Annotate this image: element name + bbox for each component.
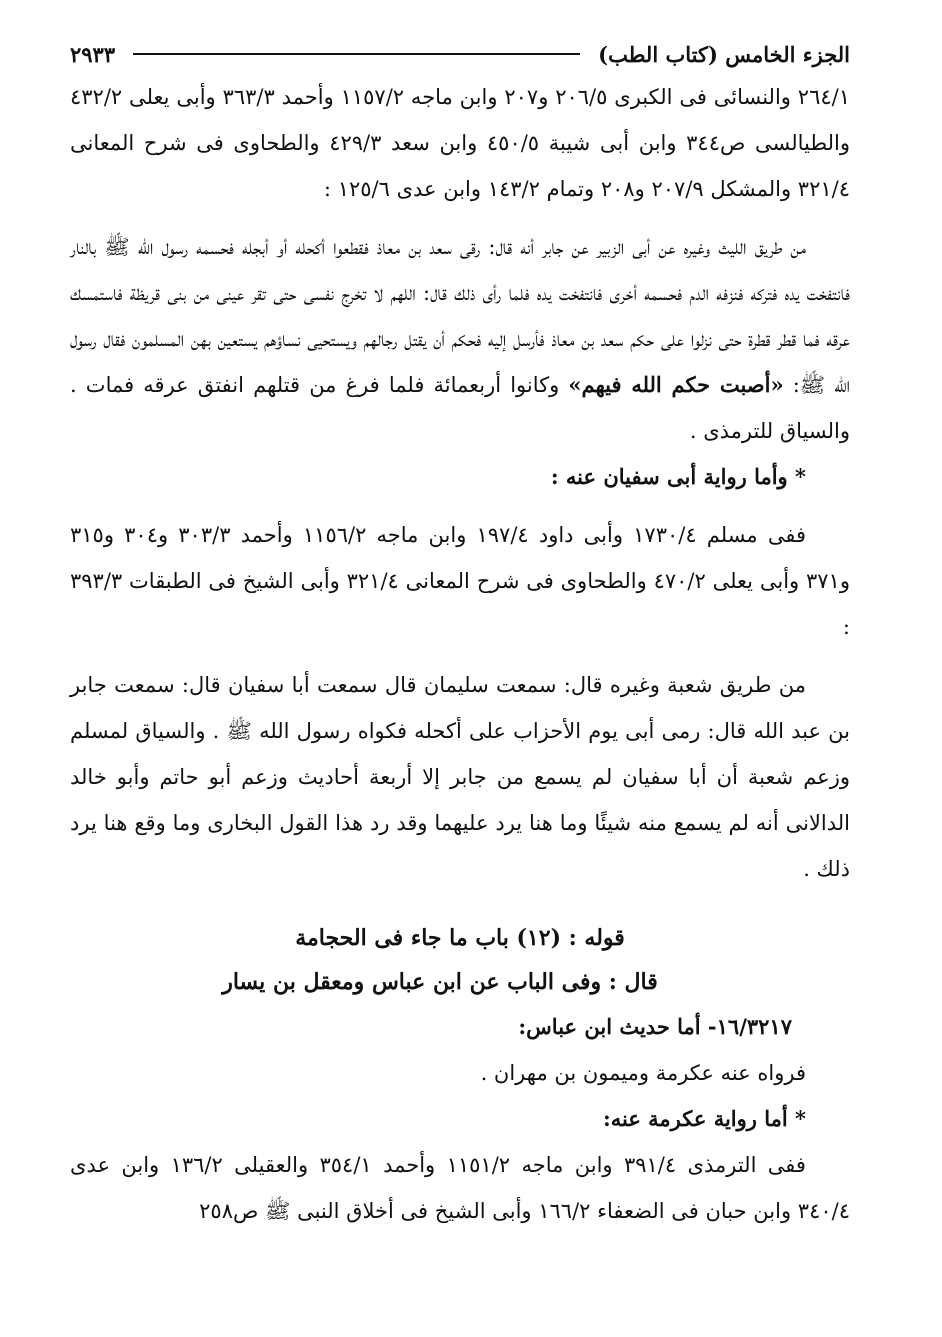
paragraph-sources-1: ٢٦٤/١ والنسائى فى الكبرى ٢٠٦/٥ و٢٠٧ وابن ماجه ١١٥٧/٢ وأحمد ٣٦٣/٣ وأبى يعلى ٤٣٢/٢ والطيالسى ص٣٤٤ وابن أبى شيبة ٤٥٠/٥ وابن سعد ٤٢٩/٣ والطحاوى فى شرح المعانى ٣٢١/٤ والمشكل ٢٠٧/٩ و٢٠٨ وتمام ١٤٣/٢ وابن عدى ١٢٥/٦ : [70, 85, 850, 201]
paragraph-hadith-jabir: من طريق شعبة وغيره قال: سمعت سليمان قال سمعت أبا سفيان قال: سمعت جابر بن عبد الله قال: رمى أبى يوم الأحزاب على أكحله فكواه رسول الله ﷺ . والسياق لمسلم وزعم شعبة أن أبا سفيان لم يسمع من جابر إلا أربعة أحاديث وزعم أبو حاتم وأبو خالد الدالانى أنه لم يسمع منه شيئًا وما هنا يرد عليهما وقد رد هذا القول البخارى وما وقع هنا يرد ذلك . [70, 673, 850, 881]
spacer [70, 212, 850, 224]
chapter-title: قوله : (١٢) باب ما جاء فى الحجامة [295, 925, 625, 951]
paragraph-narrators: فرواه عنه عكرمة وميمون بن مهران . [480, 1061, 806, 1085]
spacer [70, 500, 850, 512]
subheading-ikrima: * أما رواية عكرمة عنه: [602, 1106, 806, 1131]
page-number: ٢٩٣٣ [70, 41, 116, 67]
spacer [70, 892, 850, 904]
hadith-quote: «أصبت حكم الله فيهم» [568, 372, 784, 397]
running-title: الجزء الخامس (كتاب الطب) [598, 41, 850, 67]
spacer [70, 904, 850, 916]
paragraph-sources-2: ففى مسلم ١٧٣٠/٤ وأبى داود ١٩٧/٤ وابن ماجه ١١٥٦/٢ وأحمد ٣٠٣/٣ و٣٠٤ و٣١٥ و٣٧١ وأبى يعلى ٤٧٠/٢ والطحاوى فى شرح المعانى ٣٢١/٤ وأبى الشيخ فى الطبقات ٣٩٣/٣ : [70, 523, 850, 639]
page-header [70, 34, 850, 74]
hadith-text: من طريق الليث وغيره عن أبى الزبير عن جابر أنه قال: رقى سعد بن معاذ فقطعوا أكحله أو أبجله فحسمه رسول الله ﷺ بالنار فانتفخت يده فتركه فنزفه الدم فحسمه أخرى فانتفخت يده فلما رأى ذلك قال: اللهم لا تخرج نفسى حتى تقر عينى من بنى قريظة فاستمسك عرقه فما قطر قطرة حتى نزلوا على حكم سعد بن معاذ فأرسل إليه فحكم أن يقتل رجالهم ويستحيى نساؤهم يستعين بهن المسلمون فقال رسول الله ﷺ: [70, 235, 850, 397]
spacer [70, 650, 850, 662]
subheading-abu-sufyan: * وأما رواية أبى سفيان عنه : [550, 464, 806, 489]
header-rule [133, 53, 580, 55]
book-page [70, 34, 850, 1314]
paragraph-sources-3: ففى الترمذى ٣٩١/٤ وابن ماجه ١١٥١/٢ وأحمد ٣٥٤/١ والعقيلى ١٣٦/٢ وابن عدى ٣٤٠/٤ وابن حبان فى الضعفاء ١٦٦/٢ وأبى الشيخ فى أخلاق النبى ﷺ ص٢٥٨ [70, 1153, 850, 1223]
paragraph-hadith-sad [70, 224, 850, 454]
hadith-text-end: وكانوا أربعمائة فلما فرغ من قتلهم انفتق عرقه فمات . والسياق للترمذى . [70, 373, 850, 443]
item-heading: ١٦/٣٢١٧- أما حديث ابن عباس: [518, 1014, 792, 1039]
chapter-subtitle: قال : وفى الباب عن ابن عباس ومعقل بن يسار [222, 969, 658, 995]
